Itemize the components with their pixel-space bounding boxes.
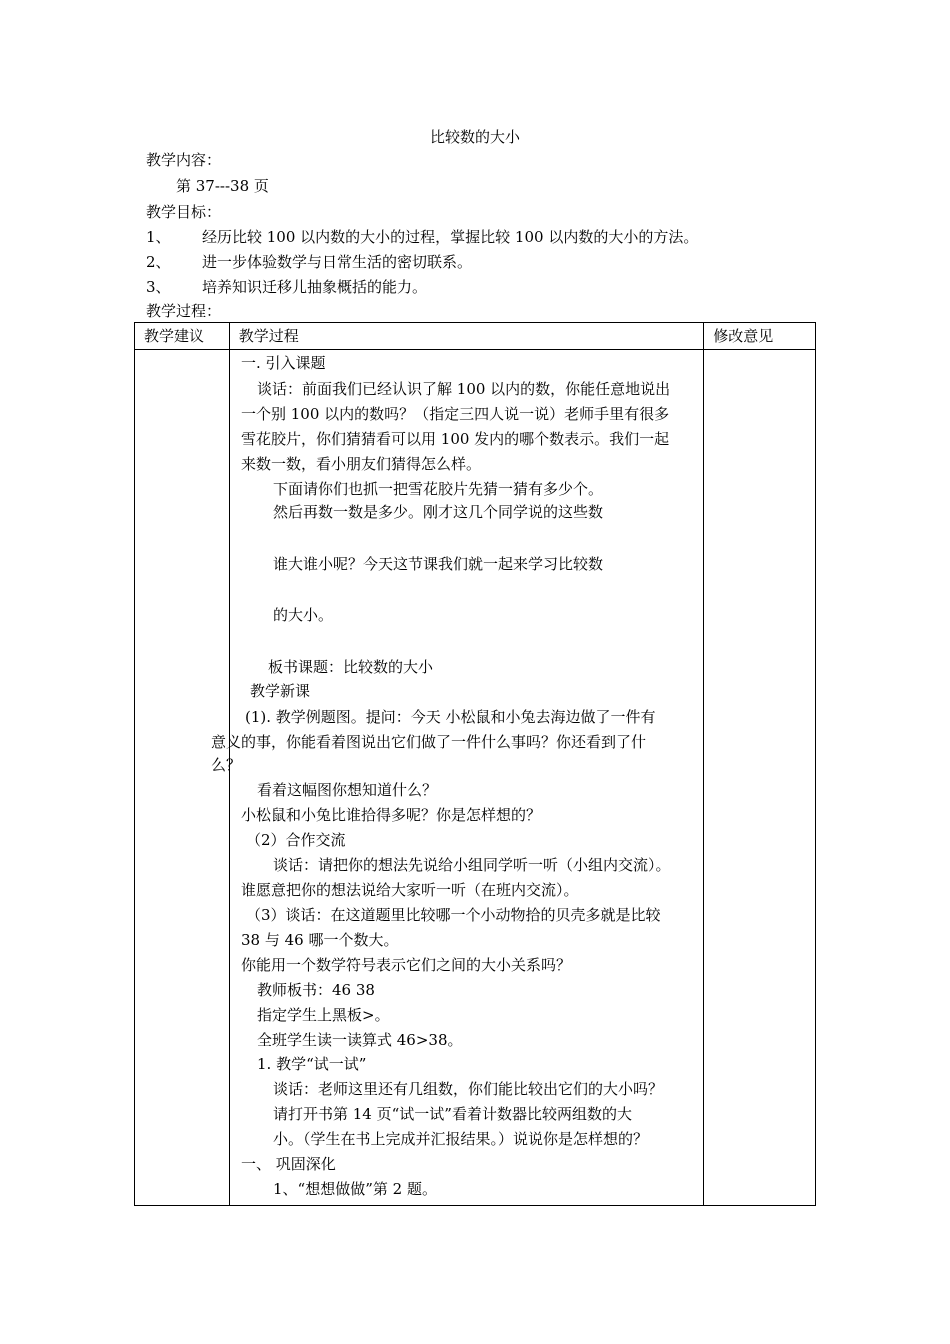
process-line: 小松鼠和小兔比谁拾得多呢？你是怎样想的？ [241, 806, 542, 824]
process-line: 下面请你们也抓一把雪花胶片先猜一猜有多少个。 [273, 480, 604, 498]
process-line: 1、“想想做做”第 2 题。 [273, 1180, 437, 1198]
process-line: (1). 教学例题图。提问：今天 小松鼠和小兔去海边做了一件有 [245, 708, 656, 726]
process-line: 1. 教学“试一试” [257, 1055, 367, 1073]
content-heading: 教学内容： [146, 151, 222, 169]
goal-text: 进一步体验数学与日常生活的密切联系。 [202, 253, 473, 271]
process-line: 小。（学生在书上完成并汇报结果。）说说你是怎样想的？ [273, 1130, 649, 1148]
process-line: 的大小。 [273, 606, 334, 624]
page-range: 第 37---38 页 [176, 177, 269, 195]
process-line: （3）谈话：在这道题里比较哪一个小动物拾的贝壳多就是比较 [246, 906, 661, 924]
goal-number: 2、 [146, 253, 171, 271]
process-cell [229, 350, 704, 1206]
process-line: 一. 引入课题 [241, 354, 326, 372]
process-line: 看着这幅图你想知道什么？ [257, 781, 438, 799]
header-suggestion: 教学建议 [144, 327, 205, 345]
process-line: 指定学生上黑板>。 [257, 1006, 390, 1024]
goal-number: 1、 [146, 228, 171, 246]
process-line: 教学新课 [250, 682, 311, 700]
suggestion-cell [135, 350, 230, 1206]
process-line: 你能用一个数学符号表示它们之间的大小关系吗？ [241, 956, 572, 974]
table-header-row [135, 323, 816, 350]
process-line: 谈话：请把你的想法先说给小组同学听一听（小组内交流）。 [273, 856, 671, 874]
process-line: 一个别 100 以内的数吗？（指定三四人说一说）老师手里有很多 [241, 405, 670, 423]
goal-text: 经历比较 100 以内数的大小的过程，掌握比较 100 以内数的大小的方法。 [202, 228, 699, 246]
process-line: 然后再数一数是多少。刚才这几个同学说的这些数 [273, 503, 604, 521]
process-line: （2）合作交流 [246, 831, 346, 849]
process-line: 一、 巩固深化 [241, 1155, 336, 1173]
document-title: 比较数的大小 [429, 128, 520, 146]
goals-heading: 教学目标： [146, 203, 222, 221]
header-process: 教学过程 [238, 327, 299, 345]
process-line: 谁愿意把你的想法说给大家听一听（在班内交流）。 [241, 881, 579, 899]
header-cell [704, 323, 816, 350]
process-line: 38 与 46 哪一个数大。 [241, 931, 399, 949]
goal-text: 培养知识迁移儿抽象概括的能力。 [202, 278, 428, 296]
process-line: 么？ [211, 756, 242, 774]
process-line: 谈话：老师这里还有几组数，你们能比较出它们的大小吗？ [273, 1080, 664, 1098]
process-line: 意义的事，你能看着图说出它们做了一件什么事吗？你还看到了什 [211, 733, 647, 751]
process-line: 雪花胶片，你们猜猜看可以用 100 发内的哪个数表示。我们一起 [241, 430, 670, 448]
process-line: 谈话：前面我们已经认识了解 100 以内的数，你能任意地说出 [257, 380, 671, 398]
process-heading: 教学过程： [146, 302, 222, 320]
header-cell [135, 323, 230, 350]
process-line: 板书课题：比较数的大小 [268, 658, 434, 676]
process-line: 来数一数，看小朋友们猜得怎么样。 [241, 455, 482, 473]
goal-number: 3、 [146, 278, 171, 296]
table-body-row [135, 350, 816, 1206]
process-line: 教师板书：46 38 [257, 981, 375, 999]
process-line: 请打开书第 14 页“试一试”看着计数器比较两组数的大 [273, 1105, 632, 1123]
header-revision: 修改意见 [713, 327, 774, 345]
process-line: 谁大谁小呢？今天这节课我们就一起来学习比较数 [273, 555, 604, 573]
process-line: 全班学生读一读算式 46>38。 [257, 1031, 463, 1049]
header-cell [229, 323, 704, 350]
revision-cell [704, 350, 816, 1206]
